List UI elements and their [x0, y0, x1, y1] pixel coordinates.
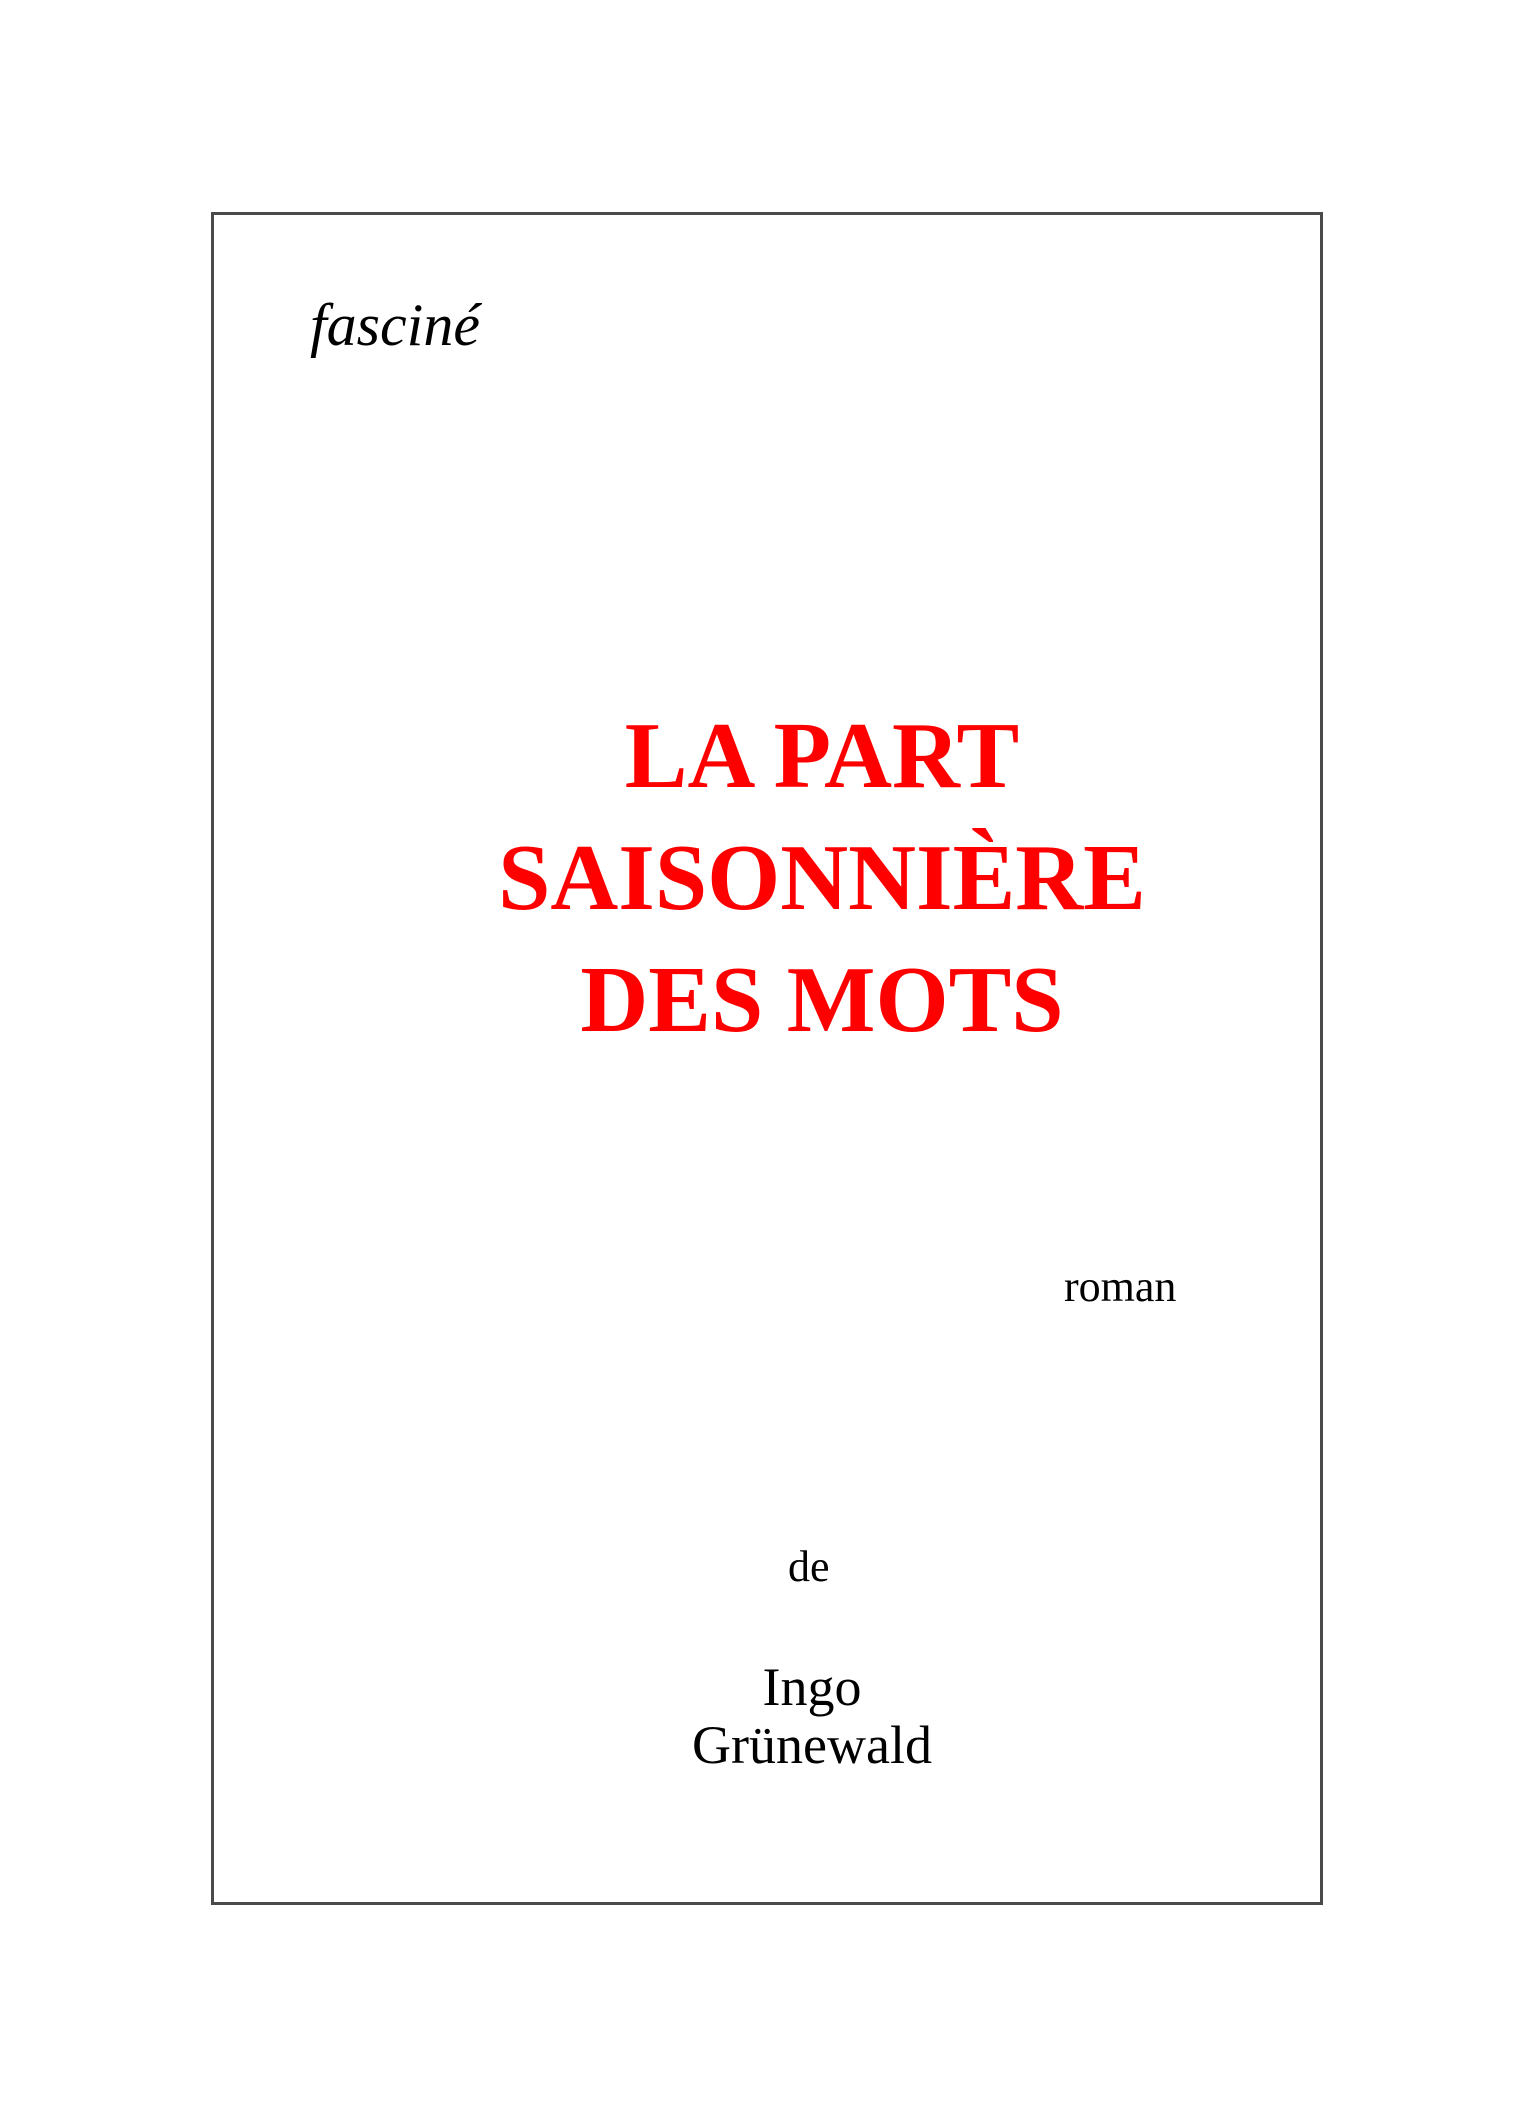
book-title — [462, 695, 1182, 1061]
by-label: de — [788, 1542, 830, 1591]
title-line: LA PART — [624, 704, 1020, 808]
title-line: DES MOTS — [580, 948, 1064, 1052]
author-first-name: Ingo — [762, 1657, 862, 1717]
author-name — [612, 1658, 1012, 1774]
title-line: SAISONNIÈRE — [498, 826, 1146, 930]
genre-label: roman — [1064, 1262, 1177, 1311]
collection-name: fasciné — [310, 292, 480, 358]
author-last-name: Grünewald — [692, 1715, 932, 1775]
